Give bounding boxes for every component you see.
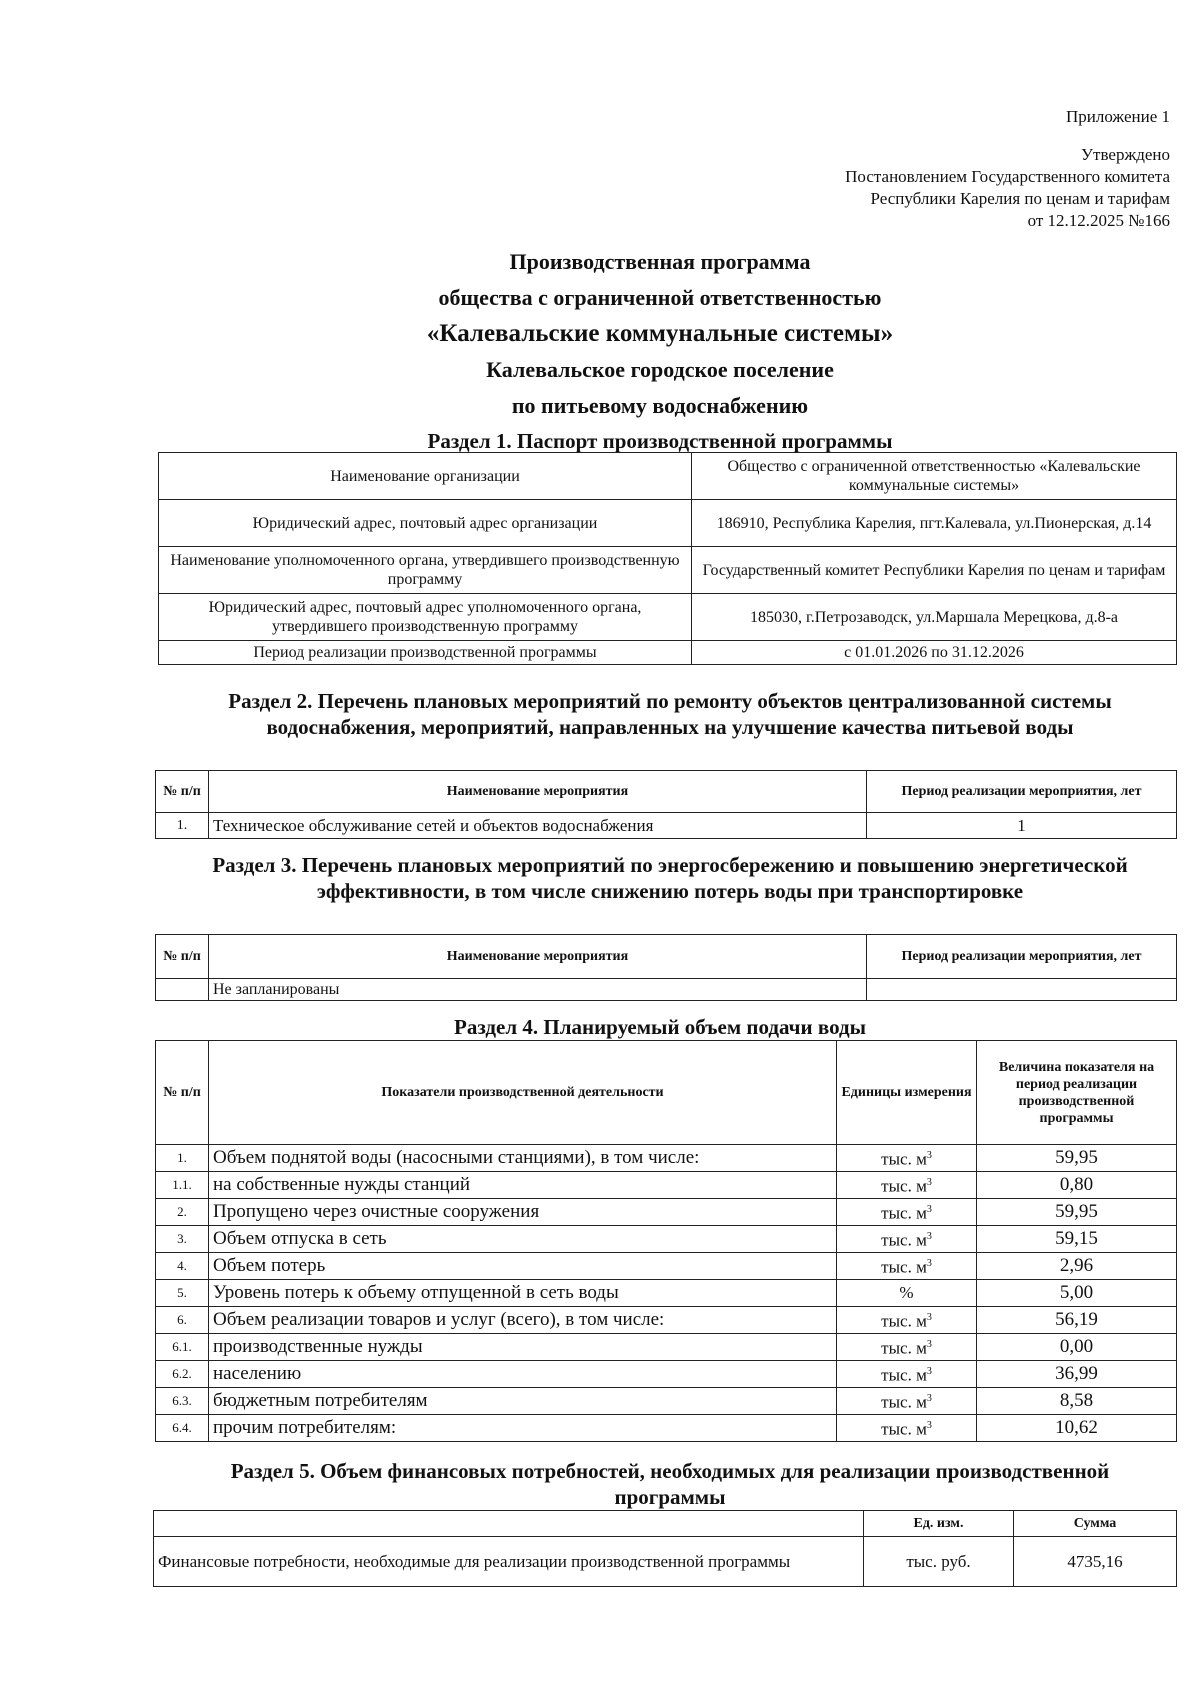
row-unit-text: тыс. м (881, 1419, 927, 1439)
row-indicator-text: Уровень потерь к объему отпущенной в сеть воды (213, 1282, 619, 1303)
row-num-text: 6.3. (172, 1393, 192, 1408)
col-header-name: Наименование мероприятия (209, 935, 867, 979)
row-value-text: 59,95 (1055, 1147, 1098, 1168)
appendix-number: Приложение 1 (1066, 107, 1170, 126)
row-value-text: 8,58 (1059, 1390, 1094, 1411)
unit-superscript: 3 (926, 1177, 932, 1189)
table-row (159, 453, 1177, 500)
col-header-period: Период реализации мероприятия, лет (867, 771, 1177, 813)
title-line-2: общества с ограниченной ответственностью (438, 285, 882, 310)
row-indicator-text: на собственные нужды станций (213, 1174, 471, 1195)
row-indicator (209, 1280, 837, 1307)
passport-value: 186910, Республика Карелия, пгт.Калевала, ул.Пионерская, д.14 (692, 500, 1177, 547)
row-unit-text: тыс. м (881, 1176, 927, 1196)
row-indicator (209, 1145, 837, 1172)
row-num-text: 6.4. (172, 1420, 192, 1435)
table-row (156, 1388, 1177, 1415)
row-indicator (209, 1226, 837, 1253)
table-row (159, 500, 1177, 547)
unit-superscript: 3 (926, 1204, 932, 1216)
row-num (156, 1415, 209, 1442)
row-unit (837, 1199, 977, 1226)
col-header-value: Величина показателя на период реализации производственной программы (977, 1041, 1177, 1145)
row-indicator-text: Объем поднятой воды (насосными станциями), в том числе: (213, 1147, 700, 1168)
col-header-num: № п/п (156, 935, 209, 979)
col-header-unit: Единицы измерения (837, 1041, 977, 1145)
row-indicator-text: Объем отпуска в сеть (213, 1228, 387, 1249)
passport-label: Юридический адрес, почтовый адрес уполномоченного органа, утвердившего производственную программу (159, 594, 692, 641)
row-indicator-text: Объем потерь (213, 1255, 326, 1276)
row-indicator-text: Объем реализации товаров и услуг (всего), в том числе: (213, 1309, 665, 1330)
row-unit (837, 1388, 977, 1415)
unit-superscript: 3 (926, 1312, 932, 1324)
row-num-text: 3. (177, 1231, 187, 1246)
row-unit-text: тыс. м (881, 1257, 927, 1277)
row-value (977, 1388, 1177, 1415)
row-value (977, 1334, 1177, 1361)
financial-needs-table (153, 1510, 1177, 1587)
row-indicator (209, 1199, 837, 1226)
table-row (156, 1253, 1177, 1280)
row-value (977, 1253, 1177, 1280)
row-num (156, 1199, 209, 1226)
row-name: Техническое обслуживание сетей и объектов водоснабжения (209, 813, 867, 839)
row-num (156, 979, 209, 1001)
row-value-text: 0,00 (1059, 1336, 1094, 1357)
passport-label: Период реализации производственной программы (159, 641, 692, 665)
repair-measures-table (155, 770, 1177, 839)
row-indicator-text: бюджетным потребителям (213, 1390, 428, 1411)
section1-title: Раздел 1. Паспорт производственной программы (427, 429, 893, 453)
row-value (977, 1172, 1177, 1199)
unit-superscript: 3 (926, 1393, 932, 1405)
row-value-text: 59,15 (1055, 1228, 1098, 1249)
row-value (977, 1361, 1177, 1388)
col-header-num: № п/п (156, 1041, 209, 1145)
row-num-text: 5. (177, 1285, 187, 1300)
table-header-row (156, 935, 1177, 979)
table-row (159, 547, 1177, 594)
row-value (977, 1307, 1177, 1334)
unit-superscript: 3 (926, 1231, 932, 1243)
row-indicator (209, 1307, 837, 1334)
table-row (156, 1415, 1177, 1442)
table-row (159, 594, 1177, 641)
row-indicator (209, 1388, 837, 1415)
row-indicator (209, 1253, 837, 1280)
row-value (977, 1145, 1177, 1172)
passport-value: Общество с ограниченной ответственностью «Калевальские коммунальные системы» (692, 453, 1177, 500)
table-row (156, 1361, 1177, 1388)
row-unit-text: тыс. м (881, 1365, 927, 1385)
row-indicator (209, 1334, 837, 1361)
row-name: Не запланированы (209, 979, 867, 1001)
row-indicator-text: Пропущено через очистные сооружения (213, 1201, 540, 1222)
row-value-text: 10,62 (1055, 1417, 1098, 1438)
row-unit-text: тыс. м (881, 1338, 927, 1358)
approval-line-2: Республики Карелия по ценам и тарифам (870, 189, 1170, 208)
section3-title: Раздел 3. Перечень плановых мероприятий по энергосбережению и повышению энергетической эффективности, в том числе снижению потерь воды при транспортировке (212, 853, 1128, 903)
row-indicator-text: прочим потребителям: (213, 1417, 397, 1438)
row-indicator-text: населению (213, 1363, 302, 1384)
row-value (977, 1199, 1177, 1226)
table-row (156, 1334, 1177, 1361)
row-unit-text: % (899, 1283, 914, 1302)
row-num-text: 1.1. (172, 1177, 192, 1192)
row-value-text: 2,96 (1059, 1255, 1094, 1276)
row-value (977, 1415, 1177, 1442)
row-unit (837, 1361, 977, 1388)
row-unit (837, 1334, 977, 1361)
unit-superscript: 3 (926, 1339, 932, 1351)
row-value-text: 59,95 (1055, 1201, 1098, 1222)
section4-title: Раздел 4. Планируемый объем подачи воды (454, 1015, 866, 1039)
financial-needs-label: Финансовые потребности, необходимые для реализации производственной программы (154, 1537, 864, 1587)
row-period (867, 979, 1177, 1001)
row-num-text: 6.1. (172, 1339, 192, 1354)
col-header-name: Наименование мероприятия (209, 771, 867, 813)
row-unit (837, 1172, 977, 1199)
section5-title: Раздел 5. Объем финансовых потребностей, необходимых для реализации производственной программы (230, 1459, 1110, 1509)
document-title (150, 244, 1170, 424)
table-row (156, 1226, 1177, 1253)
table-row (156, 1280, 1177, 1307)
row-num-text: 4. (177, 1258, 187, 1273)
row-num (156, 1226, 209, 1253)
approval-line-3: от 12.12.2025 №166 (1027, 211, 1170, 230)
row-value-text: 0,80 (1059, 1174, 1094, 1195)
row-unit-text: тыс. м (881, 1392, 927, 1412)
table-header-row (154, 1511, 1177, 1537)
row-num-text: 2. (177, 1204, 187, 1219)
row-unit-text: тыс. м (881, 1311, 927, 1331)
energy-measures-table (155, 934, 1177, 1001)
table-header-row (156, 1041, 1177, 1145)
financial-needs-sum: 4735,16 (1014, 1537, 1177, 1587)
title-line-1: Производственная программа (509, 249, 811, 274)
row-unit (837, 1145, 977, 1172)
row-unit-text: тыс. м (881, 1203, 927, 1223)
row-value-text: 36,99 (1055, 1363, 1098, 1384)
col-header-sum: Сумма (1014, 1511, 1177, 1537)
table-header-row (156, 771, 1177, 813)
unit-superscript: 3 (926, 1150, 932, 1162)
unit-superscript: 3 (926, 1366, 932, 1378)
approval-line-1: Постановлением Государственного комитета (845, 167, 1170, 186)
row-indicator (209, 1172, 837, 1199)
row-num-text: 6.2. (172, 1366, 192, 1381)
passport-label: Наименование уполномоченного органа, утвердившего производственную программу (159, 547, 692, 594)
row-unit (837, 1253, 977, 1280)
table-row (156, 1145, 1177, 1172)
passport-value: с 01.01.2026 по 31.12.2026 (692, 641, 1177, 665)
col-header-indicator: Показатели производственной деятельности (209, 1041, 837, 1145)
table-row (159, 641, 1177, 665)
section2-title: Раздел 2. Перечень плановых мероприятий по ремонту объектов централизованной системы водоснабжения, мероприятий, направленных на улучшение качества питьевой воды (228, 689, 1112, 739)
row-num (156, 1253, 209, 1280)
row-num (156, 1145, 209, 1172)
row-num (156, 1307, 209, 1334)
table-row (156, 813, 1177, 839)
row-num (156, 1172, 209, 1199)
row-value (977, 1226, 1177, 1253)
passport-label: Юридический адрес, почтовый адрес организации (159, 500, 692, 547)
row-indicator (209, 1361, 837, 1388)
table-row (154, 1537, 1177, 1587)
title-line-5: по питьевому водоснабжению (511, 393, 809, 418)
row-unit (837, 1226, 977, 1253)
table-row (156, 1307, 1177, 1334)
table-row (156, 1199, 1177, 1226)
col-header-period: Период реализации мероприятия, лет (867, 935, 1177, 979)
row-num-text: 6. (177, 1312, 187, 1327)
row-period: 1 (867, 813, 1177, 839)
table-row (156, 1172, 1177, 1199)
col-header-num: № п/п (156, 771, 209, 813)
row-value (977, 1280, 1177, 1307)
row-num (156, 1361, 209, 1388)
water-supply-volume-table (155, 1040, 1177, 1442)
row-unit-text: тыс. м (881, 1230, 927, 1250)
row-num-text: 1. (177, 1150, 187, 1165)
volume-rows (156, 1145, 1177, 1442)
unit-superscript: 3 (926, 1420, 932, 1432)
row-unit (837, 1307, 977, 1334)
approved-label: Утверждено (1081, 145, 1170, 164)
col-header-empty (154, 1511, 864, 1537)
row-value-text: 5,00 (1059, 1282, 1094, 1303)
passport-table (158, 452, 1177, 665)
table-row (156, 979, 1177, 1001)
row-num (156, 1388, 209, 1415)
row-unit-text: тыс. м (881, 1149, 927, 1169)
row-num (156, 1334, 209, 1361)
financial-needs-unit: тыс. руб. (864, 1537, 1014, 1587)
unit-superscript: 3 (926, 1258, 932, 1270)
row-unit (837, 1415, 977, 1442)
row-num: 1. (156, 813, 209, 839)
title-line-3: «Калевальские коммунальные системы» (426, 320, 894, 347)
row-indicator (209, 1415, 837, 1442)
passport-value: 185030, г.Петрозаводск, ул.Маршала Мерецкова, д.8-а (692, 594, 1177, 641)
row-num (156, 1280, 209, 1307)
passport-label: Наименование организации (159, 453, 692, 500)
row-indicator-text: производственные нужды (213, 1336, 423, 1357)
approval-block (670, 106, 1170, 232)
col-header-unit: Ед. изм. (864, 1511, 1014, 1537)
title-line-4: Калевальское городское поселение (486, 357, 834, 382)
row-value-text: 56,19 (1055, 1309, 1098, 1330)
passport-value: Государственный комитет Республики Карелия по ценам и тарифам (692, 547, 1177, 594)
row-unit (837, 1280, 977, 1307)
